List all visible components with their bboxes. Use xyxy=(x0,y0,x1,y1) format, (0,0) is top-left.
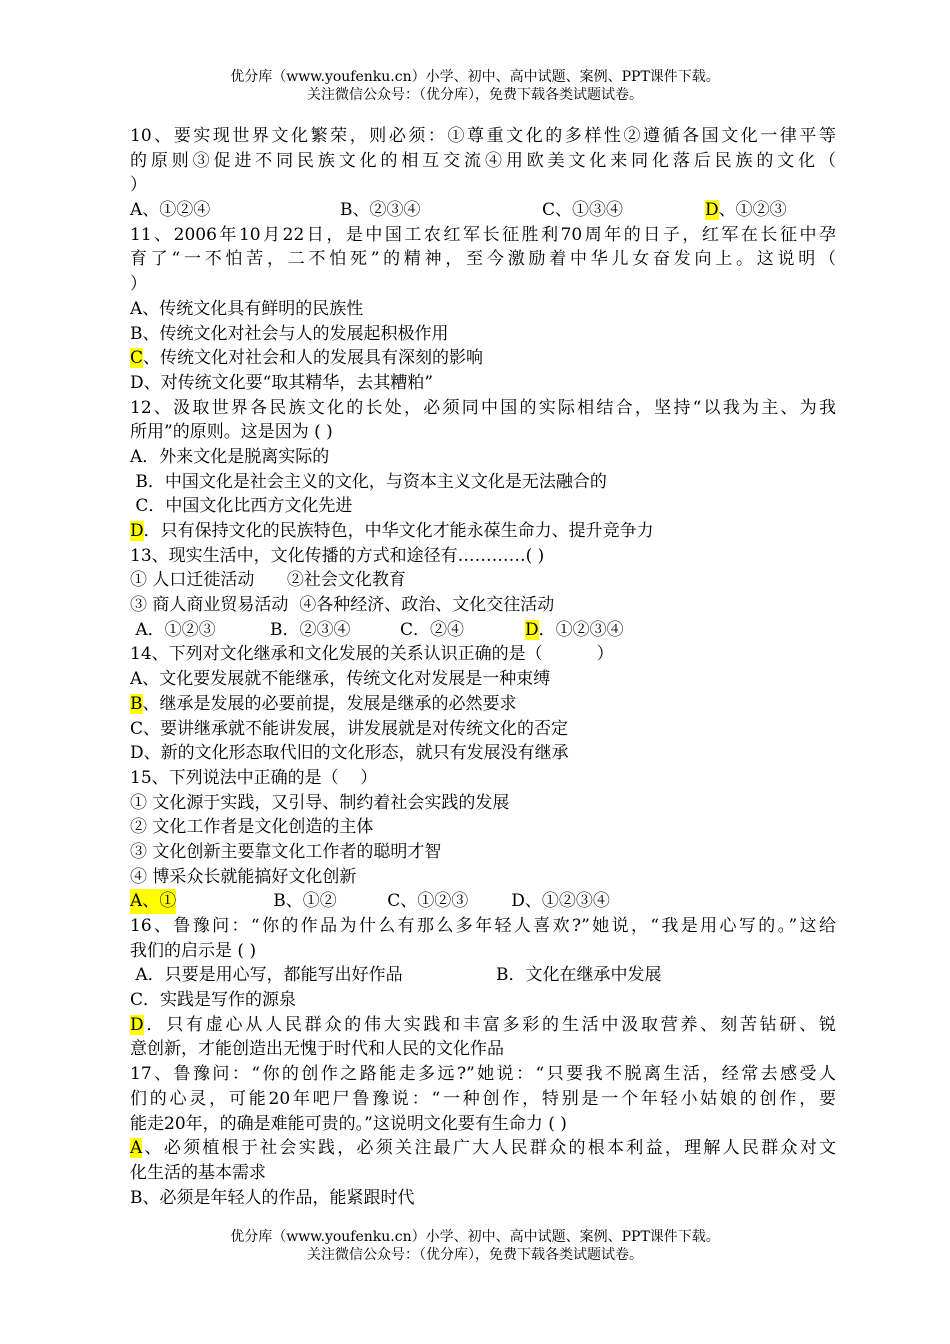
q16-option-a: A．只要是用心写，都能写出好作品 xyxy=(130,965,403,986)
q10-stem-line-2: 的原则③促进不同民族文化的相互交流④用欧美文化来同化落后民族的文化（ xyxy=(130,150,836,171)
q17-option-a xyxy=(130,1136,836,1161)
q13-option-d-text: ．①②③④ xyxy=(538,619,624,640)
q10-option-a: A、①②④ xyxy=(130,200,211,221)
page-footer xyxy=(0,1228,950,1264)
q11-option-a: A、传统文化具有鲜明的民族性 xyxy=(130,298,364,319)
q13-item-line-1: ① 人口迁徙活动 ②社会文化教育 xyxy=(130,570,406,591)
q17-stem-line-1: 17、鲁豫问：“你的创作之路能走多远?”她说：“只要我不脱离生活，经常去感受人 xyxy=(130,1064,836,1085)
q11-stem-line-3: ） xyxy=(130,274,147,295)
document-body xyxy=(130,124,836,1210)
q16-option-d-text: ．只有虚心从人民群众的伟大实践和丰富多彩的生活中汲取营养、刻苦钻研、锐 xyxy=(143,1014,836,1035)
footer-line-2: 关注微信公众号：（优分库），免费下载各类试题试卷。 xyxy=(307,1247,643,1263)
q14-option-b-text: 、继承是发展的必要前提，发展是继承的必然要求 xyxy=(142,693,517,714)
page-header xyxy=(0,68,950,104)
q17-stem-line-3: 能走20年，的确是难能可贵的。”这说明文化要有生命力 ( ) xyxy=(130,1113,567,1134)
q14-option-c: C、要讲继承就不能讲发展，讲发展就是对传统文化的否定 xyxy=(130,718,569,739)
q17-option-b: B、必须是年轻人的作品，能紧跟时代 xyxy=(130,1187,415,1208)
q15-option-a: A、① xyxy=(130,889,176,914)
q11-answer-highlight: C xyxy=(130,348,144,369)
q13-options xyxy=(130,618,836,643)
q15-statement-4: ④ 博采众长就能搞好文化创新 xyxy=(130,866,357,887)
q15-stem: 15、下列说法中正确的是（ ） xyxy=(130,767,378,788)
q16-option-d xyxy=(130,1013,836,1038)
q12-option-c: C．中国文化比西方文化先进 xyxy=(130,496,353,517)
footer-line-1: 优分库（www.youfenku.cn）小学、初中、高中试题、案例、PPT课件下载。 xyxy=(230,1229,720,1245)
q10-option-c: C、①③④ xyxy=(542,200,624,221)
q15-option-d: D、①②③④ xyxy=(511,891,610,912)
q16-option-d-continued: 意创新，才能创造出无愧于时代和人民的文化作品 xyxy=(130,1039,504,1060)
q12-option-d-text: ．只有保持文化的民族特色，中华文化才能永葆生命力、提升竞争力 xyxy=(143,521,654,541)
q13-option-d xyxy=(525,618,624,643)
q11-option-b: B、传统文化对社会与人的发展起积极作用 xyxy=(130,323,449,344)
q10-option-d-text: 、①②③ xyxy=(718,200,787,221)
q16-option-b: B．文化在继承中发展 xyxy=(496,965,662,986)
q11-stem-line-1: 11、2006年10月22日，是中国工农红军长征胜利70周年的日子，红军在长征中孕 xyxy=(130,224,836,245)
q12-option-a: A．外来文化是脱离实际的 xyxy=(130,446,330,467)
q13-option-a: A．①②③ xyxy=(130,619,216,640)
q12-answer-highlight: D xyxy=(130,521,144,541)
q15-options xyxy=(130,889,836,914)
q10-stem-line-3: ） xyxy=(130,175,147,196)
q10-answer-highlight: D xyxy=(705,200,719,221)
q17-stem-line-2: 们的心灵，可能20年吧尸鲁豫说：“一种创作，特别是一个年轻小姑娘的创作，要 xyxy=(130,1088,836,1109)
q16-stem-line-1: 16、鲁豫问：“你的作品为什么有那么多年轻人喜欢?”她说，“我是用心写的。”这给 xyxy=(130,916,836,936)
q12-option-d xyxy=(130,519,836,544)
q12-option-b: B．中国文化是社会主义的文化，与资本主义文化是无法融合的 xyxy=(130,471,607,492)
q13-option-c: C．②④ xyxy=(400,619,465,640)
q16-option-c: C．实践是写作的源泉 xyxy=(130,990,297,1011)
q15-statement-2: ② 文化工作者是文化创造的主体 xyxy=(130,817,374,838)
q17-option-a-continued: 化生活的基本需求 xyxy=(130,1162,266,1183)
q13-item-line-2: ③ 商人商业贸易活动 ④各种经济、政治、文化交往活动 xyxy=(130,595,555,616)
q17-option-a-text: 、必须植根于社会实践，必须关注最广大人民群众的根本利益，理解人民群众对文 xyxy=(142,1138,836,1159)
q10-stem-line-1: 10、要实现世界文化繁荣，则必须：①尊重文化的多样性②遵循各国文化一律平等 xyxy=(130,126,836,146)
q16-stem-line-2: 我们的启示是 ( ) xyxy=(130,940,257,961)
q14-option-a: A、文化要发展就不能继承，传统文化对发展是一种束缚 xyxy=(130,669,551,690)
q15-option-b: B、①② xyxy=(273,891,337,912)
q10-option-b: B、②③④ xyxy=(340,200,421,221)
q14-option-b xyxy=(130,692,836,717)
q16-answer-highlight: D xyxy=(130,1014,144,1035)
q13-answer-highlight: D xyxy=(525,619,539,640)
q12-stem-line-2: 所用”的原则。这是因为 ( ) xyxy=(130,422,333,443)
q14-answer-highlight: B xyxy=(130,693,143,714)
q11-option-c-text: 、传统文化对社会和人的发展具有深刻的影响 xyxy=(143,348,484,369)
q16-options-ab xyxy=(130,963,836,988)
q11-option-c xyxy=(130,346,836,371)
q15-statement-3: ③ 文化创新主要靠文化工作者的聪明才智 xyxy=(130,841,442,862)
header-line-2: 关注微信公众号：（优分库），免费下载各类试题试卷。 xyxy=(307,87,643,103)
q15-option-c: C、①②③ xyxy=(387,891,469,912)
q14-option-d: D、新的文化形态取代旧的文化形态，就只有发展没有继承 xyxy=(130,743,569,764)
q13-option-b: B．②③④ xyxy=(270,619,351,640)
q17-answer-highlight: A xyxy=(130,1138,143,1159)
q12-stem-line-1: 12、汲取世界各民族文化的长处，必须同中国的实际相结合，坚持“以我为主、为我 xyxy=(130,397,836,418)
q14-stem: 14、下列对文化继承和文化发展的关系认识正确的是（ ） xyxy=(130,644,614,665)
q11-option-d: D、对传统文化要“取其精华，去其糟粕” xyxy=(130,372,434,393)
q13-stem-line-1: 13、现实生活中，文化传播的方式和途径有…………( ) xyxy=(130,545,545,566)
q10-option-d xyxy=(705,198,787,223)
q10-options xyxy=(130,198,836,223)
q11-stem-line-2: 育了“一不怕苦，二不怕死”的精神，至今激励着中华儿女奋发向上。这说明（ xyxy=(130,249,836,270)
header-line-1: 优分库（www.youfenku.cn）小学、初中、高中试题、案例、PPT课件下载。 xyxy=(230,69,720,85)
q15-statement-1: ① 文化源于实践，又引导、制约着社会实践的发展 xyxy=(130,792,510,813)
